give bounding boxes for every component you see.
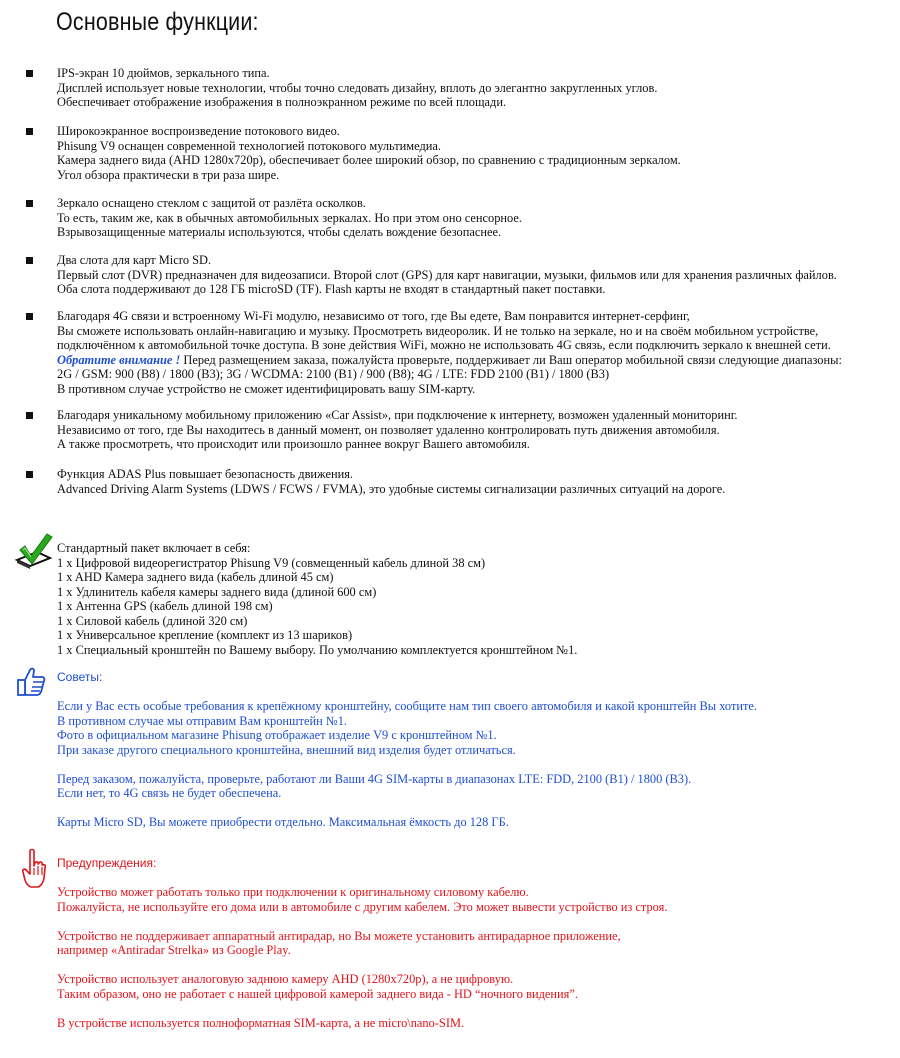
feature-line: В противном случае устройство не сможет идентифицировать вашу SIM-карту. xyxy=(57,381,476,396)
warning-line: например «Antiradar Strelka» из Google Play. xyxy=(57,943,291,957)
tip-line: Если нет, то 4G связь не будет обеспечена. xyxy=(57,786,282,800)
feature-text xyxy=(57,253,897,297)
feature-line: Вы сможете использовать онлайн-навигацию и музыку. Просмотреть видеоролик. И не только на зеркале, но и на своём мобильном устройстве, xyxy=(57,323,819,338)
feature-line: Оба слота поддерживают до 128 ГБ microSD (TF). Flash карты не входят в стандартный пакет поставки. xyxy=(57,282,606,297)
feature-text xyxy=(57,408,897,452)
bullet-icon xyxy=(26,70,33,77)
feature-line: Благодаря уникальному мобильному приложению «Car Assist», при подключение к интернету, возможен удаленный мониторинг. xyxy=(57,408,738,422)
package-heading: Стандартный пакет включает в себя: xyxy=(57,541,251,555)
tip-line: В противном случае мы отправим Вам кронштейн №1. xyxy=(57,713,347,728)
feature-line: Функция ADAS Plus повышает безопасность движения. xyxy=(57,467,354,481)
notice-label: Обратите внимание ! xyxy=(57,352,181,367)
notice-text: Перед размещением заказа, пожалуйста проверьте, поддерживает ли Ваш оператор мобильной связи следующие диапазоны: xyxy=(180,352,842,367)
feature-line: Широкоэкранное воспроизведение потокового видео. xyxy=(57,124,340,138)
warning-line: Устройство может работать только при подключении к оригинальному силовому кабелю. xyxy=(57,885,529,899)
feature-line: Независимо от того, где Вы находитесь в данный момент, он позволяет удаленно контролировать путь движения автомобиля. xyxy=(57,422,720,437)
feature-text xyxy=(57,66,897,110)
warning-line: Устройство не поддерживает аппаратный антирадар, но Вы можете установить антирадарное приложение, xyxy=(57,928,621,943)
warning-line: Пожалуйста, не используйте его дома или в автомобиле с другим кабелем. Это может вывести устройство из строя. xyxy=(57,899,668,914)
tip-line: Если у Вас есть особые требования к крепёжному кронштейну, сообщите нам тип своего автомобиля и какой кронштейн Вы хотите. xyxy=(57,699,758,713)
bullet-icon xyxy=(26,257,33,264)
feature-line: Первый слот (DVR) предназначен для видеозаписи. Второй слот (GPS) для карт навигации, музыки, фильмов или для хранения различных файлов. xyxy=(57,267,837,282)
feature-line: Взрывозащищенные материалы используются, чтобы сделать вождение безопаснее. xyxy=(57,225,502,240)
feature-line: Угол обзора практически в три раза шире. xyxy=(57,167,280,182)
package-item: 1 x Универсальное крепление (комплект из 13 шариков) xyxy=(57,628,353,642)
tip-line: Перед заказом, пожалуйста, проверьте, работают ли Ваши 4G SIM-карты в диапазонах LTE: FDD, 2100 (B1) / 1800 (B3). xyxy=(57,771,692,786)
package-item: 1 x Удлинитель кабеля камеры заднего вида (длиной 600 см) xyxy=(57,584,377,599)
feature-line: 2G / GSM: 900 (B8) / 1800 (B3); 3G / WCDMA: 2100 (B1) / 900 (B8); 4G / LTE: FDD 2100 (B1) / 1800 (B3) xyxy=(57,367,610,382)
notice-line xyxy=(57,353,897,368)
bullet-icon xyxy=(26,471,33,478)
feature-line: IPS-экран 10 дюймов, зеркального типа. xyxy=(57,66,270,80)
checkmark-icon xyxy=(14,530,54,574)
tip-line: Фото в официальном магазине Phisung отображает изделие V9 с кронштейном №1. xyxy=(57,728,497,742)
feature-line: Phisung V9 оснащен современной технологией потокового мультимедиа. xyxy=(57,138,441,153)
bullet-icon xyxy=(26,412,33,419)
feature-text xyxy=(57,309,897,397)
warning-line: В устройстве используется полноформатная SIM-карта, а не micro\nano-SIM. xyxy=(57,1015,465,1030)
tips-section xyxy=(57,670,757,830)
tips-heading: Советы: xyxy=(57,670,103,684)
feature-line: А также просмотреть, что происходит или произошло раннее вокруг Вашего автомобиля. xyxy=(57,437,530,452)
page-title: Основные функции: xyxy=(56,8,259,36)
warnings-heading: Предупреждения: xyxy=(57,856,157,870)
feature-line: Зеркало оснащено стеклом с защитой от разлёта осколков. xyxy=(57,196,366,210)
feature-line: Обеспечивает отображение изображения в полноэкранном режиме по всей площади. xyxy=(57,95,507,110)
feature-line: Дисплей использует новые технологии, чтобы точно следовать дизайну, вплоть до элегантно закругленных углов. xyxy=(57,80,658,95)
thumbs-up-icon xyxy=(16,666,46,698)
tip-line: Карты Micro SD, Вы можете приобрести отдельно. Максимальная ёмкость до 128 ГБ. xyxy=(57,815,509,829)
warning-line: Устройство использует аналоговую заднюю камеру AHD (1280x720p), а не цифровую. xyxy=(57,972,514,986)
package-item: 1 x Силовой кабель (длиной 320 см) xyxy=(57,613,248,628)
feature-text xyxy=(57,467,897,496)
tip-line: При заказе другого специального кронштейна, внешний вид изделия будет отличаться. xyxy=(57,742,516,757)
feature-line: Камера заднего вида (AHD 1280x720p), обеспечивает более широкий обзор, по сравнению с традиционным зеркалом. xyxy=(57,153,681,168)
package-item: 1 x Цифровой видеорегистратор Phisung V9 (совмещенный кабель длиной 38 см) xyxy=(57,555,486,570)
feature-text xyxy=(57,124,897,182)
feature-line: Advanced Driving Alarm Systems (LDWS / FCWS / FVMA), это удобные системы сигнализации различных ситуаций на дороге. xyxy=(57,481,726,496)
bullet-icon xyxy=(26,313,33,320)
package-item: 1 x Специальный кронштейн по Вашему выбору. По умолчанию комплектуется кронштейном №1. xyxy=(57,642,578,657)
package-item: 1 x AHD Камера заднего вида (кабель длиной 45 см) xyxy=(57,570,334,584)
feature-line: Два слота для карт Micro SD. xyxy=(57,253,212,267)
warnings-section xyxy=(57,856,667,1030)
feature-line: Благодаря 4G связи и встроенному Wi-Fi модулю, независимо от того, где Вы едете, Вам понравится интернет-серфинг, xyxy=(57,309,690,323)
bullet-icon xyxy=(26,200,33,207)
feature-text xyxy=(57,196,897,240)
feature-line: То есть, таким же, как в обычных автомобильных зеркалах. Но при этом оно сенсорное. xyxy=(57,210,522,225)
pointing-finger-icon xyxy=(22,848,46,890)
feature-line: подключённом к автомобильной точке доступа. В зоне действия WiFi, можно не использовать 4G связь, если подключить зеркало к внешней сети. xyxy=(57,338,831,353)
package-item: 1 x Антенна GPS (кабель длиной 198 см) xyxy=(57,599,273,613)
bullet-icon xyxy=(26,128,33,135)
warning-line: Таким образом, оно не работает с нашей цифровой камерой заднего вида - HD “ночного видения”. xyxy=(57,986,578,1001)
package-contents xyxy=(57,541,577,657)
